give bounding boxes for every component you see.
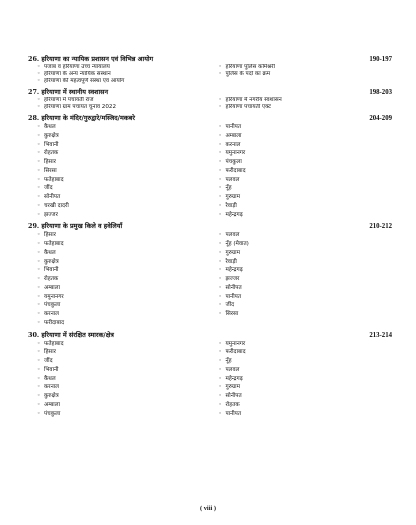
- toc-section: [28, 222, 392, 327]
- list-item: [37, 167, 211, 176]
- list-item: [37, 366, 211, 375]
- list-item-label: हरियाणा में नगरीय स्वशासन: [225, 97, 282, 103]
- list-item-label: फतेहाबाद: [44, 340, 64, 347]
- bullet-icon: ◦: [37, 64, 41, 70]
- list-item-label: हरियाणा ग्राम पंचायत चुनाव 2022: [44, 104, 117, 110]
- list-item: [37, 231, 211, 240]
- section-heading: [28, 114, 392, 123]
- bullet-icon: ◦: [218, 284, 222, 291]
- list-item: [37, 104, 211, 111]
- bullet-icon: ◦: [37, 104, 41, 110]
- bullet-icon: ◦: [218, 124, 222, 130]
- list-item: [219, 97, 393, 104]
- list-item-label: हरियाणा में पंचायती राज: [44, 97, 94, 103]
- bullet-icon: ◦: [218, 167, 222, 174]
- section-heading: [28, 55, 392, 64]
- list-item: [37, 284, 211, 293]
- list-item-label: रोहतक: [44, 150, 59, 157]
- list-item: [37, 275, 211, 284]
- bullet-icon: ◦: [37, 349, 41, 356]
- list-item-label: यमुनानगर: [225, 340, 246, 347]
- bullet-icon: ◦: [218, 293, 222, 300]
- list-item-label: झज्जर: [44, 211, 58, 218]
- list-item: [219, 375, 393, 384]
- list-item: [219, 258, 393, 267]
- list-item-label: फरीदाबाद: [225, 167, 246, 174]
- bullet-icon: ◦: [218, 104, 222, 110]
- bullet-icon: ◦: [37, 241, 41, 247]
- list-item: [219, 275, 393, 284]
- bullet-icon: ◦: [218, 150, 222, 157]
- list-item: [219, 293, 393, 302]
- list-item-label: हरियाणा के अन्य न्यायिक संस्थान: [44, 71, 111, 77]
- list-item-label: सिरसा: [44, 167, 57, 174]
- list-item: [219, 176, 393, 185]
- bullet-icon: ◦: [218, 384, 222, 391]
- list-item: [37, 310, 211, 319]
- list-item-label: कैथल: [44, 249, 56, 256]
- list-item: [37, 149, 211, 158]
- list-item: [219, 401, 393, 410]
- list-item: [219, 266, 393, 275]
- list-item-label: पानीपत: [225, 293, 242, 300]
- bullet-icon: ◦: [218, 366, 222, 373]
- list-item: [37, 176, 211, 185]
- list-item: [37, 266, 211, 275]
- bullet-icon: ◦: [218, 311, 222, 317]
- bullet-icon: ◦: [218, 141, 222, 148]
- list-item: [219, 141, 393, 150]
- section-items: [28, 123, 392, 219]
- list-item-label: करनाल: [44, 311, 59, 317]
- list-item-label: चरखी दादरी: [44, 202, 69, 209]
- list-item-label: करनाल: [225, 141, 241, 148]
- bullet-icon: ◦: [218, 249, 222, 256]
- list-item-label: महेन्द्रगढ़: [225, 267, 243, 274]
- bullet-icon: ◦: [37, 293, 41, 300]
- bullet-icon: ◦: [37, 211, 41, 218]
- section-heading: [28, 88, 392, 97]
- list-item-label: महेन्द्रगढ़: [225, 375, 243, 382]
- list-item: [219, 301, 393, 310]
- list-item-label: यमुनानगर: [44, 293, 64, 300]
- list-item: [219, 132, 393, 141]
- list-item: [219, 231, 393, 240]
- bullet-icon: ◦: [218, 232, 222, 239]
- list-item: [219, 64, 393, 71]
- section-heading: [28, 331, 392, 340]
- list-item-label: रेवाड़ी: [225, 258, 237, 265]
- toc-section: [28, 331, 392, 419]
- list-item-label: गुरुग्राम: [225, 249, 240, 256]
- list-item-label: फतेहाबाद: [44, 241, 64, 247]
- bullet-icon: ◦: [218, 358, 222, 364]
- list-item: [37, 141, 211, 150]
- list-item-label: नूँह: [225, 358, 232, 364]
- list-item: [37, 375, 211, 384]
- list-item-label: कुरुक्षेत्र: [44, 258, 59, 265]
- list-item: [219, 149, 393, 158]
- section-page-range: 198-203: [369, 89, 392, 96]
- list-item: [219, 123, 393, 132]
- list-item: [219, 71, 393, 78]
- bullet-icon: ◦: [37, 410, 41, 417]
- list-item: [219, 184, 393, 193]
- list-item-label: सोनीपत: [225, 284, 242, 291]
- bullet-icon: ◦: [37, 232, 41, 239]
- list-item: [219, 348, 393, 357]
- section-items: [28, 231, 392, 327]
- list-item: [219, 410, 393, 419]
- list-item: [37, 132, 211, 141]
- list-item: [37, 202, 211, 211]
- list-item: [219, 366, 393, 375]
- list-item-label: हिसार: [44, 232, 56, 239]
- list-item: [37, 240, 211, 249]
- section-title: 28. हरियाणा के मंदिर/गुरुद्वारे/मस्जिद/मकबरे: [28, 114, 135, 122]
- list-item-label: कुरुक्षेत्र: [44, 393, 59, 399]
- bullet-icon: ◦: [37, 366, 41, 373]
- list-item: [37, 401, 211, 410]
- list-item-label: महेन्द्रगढ़: [225, 211, 243, 218]
- list-item: [219, 310, 393, 319]
- list-item: [37, 258, 211, 267]
- list-item-label: पंजाब व हरियाणा उच्च न्यायालय: [44, 64, 110, 70]
- bullet-icon: ◦: [218, 159, 222, 165]
- list-item-label: पंचकुला: [225, 159, 242, 165]
- list-item-label: झज्जर: [225, 276, 240, 282]
- list-item-label: कुरुक्षेत्र: [44, 132, 59, 139]
- list-item: [219, 392, 393, 401]
- list-item: [37, 293, 211, 302]
- list-item-label: गुरुग्राम: [225, 194, 240, 200]
- list-item: [219, 340, 393, 349]
- list-item: [219, 249, 393, 258]
- section-page-range: 210-212: [369, 223, 392, 231]
- list-item-label: रेवाड़ी: [225, 202, 237, 209]
- bullet-icon: ◦: [37, 97, 41, 103]
- list-item-label: सिरसा: [225, 311, 239, 317]
- list-item-label: जींद: [44, 358, 53, 364]
- list-item: [37, 158, 211, 167]
- list-item: [37, 211, 211, 220]
- list-item-label: पंचकुला: [44, 302, 61, 309]
- list-item: [37, 301, 211, 310]
- bullet-icon: ◦: [218, 176, 222, 183]
- bullet-icon: ◦: [37, 71, 41, 77]
- toc-section: [28, 88, 392, 111]
- bullet-icon: ◦: [37, 176, 41, 183]
- list-item-label: हरियाणा पुलिस कमिश्नरी: [225, 64, 275, 70]
- section-page-range: 213-214: [369, 331, 392, 339]
- bullet-icon: ◦: [37, 384, 41, 391]
- list-item: [219, 158, 393, 167]
- bullet-icon: ◦: [37, 194, 41, 200]
- list-item: [37, 193, 211, 202]
- bullet-icon: ◦: [218, 132, 222, 139]
- list-item-label: रोहतक: [225, 401, 240, 408]
- list-item-label: अम्बाला: [225, 132, 242, 139]
- list-item: [219, 383, 393, 392]
- list-item: [37, 184, 211, 193]
- list-item-label: यमुनानगर: [225, 150, 246, 157]
- list-item-label: कैथल: [44, 124, 56, 130]
- list-item-label: नूँह: [225, 185, 232, 192]
- list-item: [37, 123, 211, 132]
- page-number: ( viii ): [200, 505, 216, 512]
- bullet-icon: ◦: [218, 349, 222, 356]
- list-item: [219, 284, 393, 293]
- list-item: [37, 340, 211, 349]
- list-item-label: पुलिस के पदों का क्रम: [225, 71, 271, 77]
- list-item: [219, 357, 393, 366]
- list-item: [37, 348, 211, 357]
- bullet-icon: ◦: [218, 340, 222, 347]
- list-item: [219, 240, 393, 249]
- section-items: [28, 340, 392, 419]
- list-item: [219, 193, 393, 202]
- section-title: 26. हरियाणा का न्यायिक प्रशासन एवं विभिन्न आयोग: [28, 55, 154, 63]
- section-title: 27. हरियाणा में स्थानीय स्वशासन: [28, 88, 109, 96]
- list-item-label: हिसार: [44, 349, 56, 356]
- list-item: [37, 97, 211, 104]
- bullet-icon: ◦: [37, 375, 41, 382]
- bullet-icon: ◦: [218, 393, 222, 399]
- list-item-label: फरीदाबाद: [225, 349, 246, 356]
- bullet-icon: ◦: [37, 132, 41, 139]
- bullet-icon: ◦: [37, 311, 41, 317]
- bullet-icon: ◦: [37, 141, 41, 148]
- bullet-icon: ◦: [218, 375, 222, 382]
- section-items: [28, 97, 392, 111]
- bullet-icon: ◦: [37, 249, 41, 256]
- section-items: [28, 64, 392, 85]
- bullet-icon: ◦: [218, 194, 222, 200]
- bullet-icon: ◦: [37, 393, 41, 399]
- bullet-icon: ◦: [218, 185, 222, 192]
- list-item-label: जींद: [225, 302, 235, 309]
- list-item-label: पलवल: [225, 176, 240, 183]
- list-item-label: कैथल: [44, 375, 56, 382]
- bullet-icon: ◦: [218, 410, 222, 417]
- list-item-label: रोहतक: [44, 276, 59, 282]
- list-item-label: सोनीपत: [225, 393, 242, 399]
- bullet-icon: ◦: [37, 159, 41, 165]
- list-item-label: जींद: [44, 185, 53, 192]
- list-item: [219, 202, 393, 211]
- list-item-label: करनाल: [44, 384, 59, 391]
- section-page-range: 190-197: [369, 56, 392, 63]
- bullet-icon: ◦: [218, 64, 222, 70]
- section-title: 29. हरियाणा के प्रमुख किले व हवेलियाँ: [28, 222, 123, 231]
- bullet-icon: ◦: [37, 340, 41, 347]
- list-item-label: फरीदाबाद: [44, 319, 65, 326]
- bullet-icon: ◦: [218, 401, 222, 408]
- list-item-label: भिवानी: [44, 366, 59, 373]
- list-item-label: पानीपत: [225, 410, 242, 417]
- bullet-icon: ◦: [37, 358, 41, 364]
- bullet-icon: ◦: [37, 202, 41, 209]
- bullet-icon: ◦: [218, 241, 222, 247]
- bullet-icon: ◦: [37, 124, 41, 130]
- bullet-icon: ◦: [218, 258, 222, 265]
- list-item-label: भिवानी: [44, 267, 59, 274]
- list-item: [37, 357, 211, 366]
- list-item: [37, 249, 211, 258]
- list-item: [219, 167, 393, 176]
- list-item-label: हरियाणा पंचायती एक्ट: [225, 104, 271, 110]
- bullet-icon: ◦: [37, 258, 41, 265]
- section-title: 30. हरियाणा में संरक्षित स्मारक/क्षेत्र: [28, 330, 114, 339]
- list-item: [37, 392, 211, 401]
- section-page-range: 204-209: [369, 115, 392, 122]
- bullet-icon: ◦: [37, 276, 41, 282]
- list-item-label: सोनीपत: [44, 194, 61, 200]
- list-item: [37, 319, 211, 328]
- bullet-icon: ◦: [218, 211, 222, 218]
- list-item-label: गुरुग्राम: [225, 384, 240, 391]
- list-item-label: अम्बाला: [44, 401, 60, 408]
- section-heading: [28, 222, 392, 231]
- bullet-icon: ◦: [37, 167, 41, 174]
- bullet-icon: ◦: [218, 302, 222, 309]
- bullet-icon: ◦: [37, 78, 41, 84]
- list-item-label: हिसार: [44, 159, 56, 165]
- list-item-label: पंचकुला: [44, 410, 61, 417]
- list-item-label: भिवानी: [44, 141, 59, 148]
- bullet-icon: ◦: [37, 267, 41, 274]
- list-item-label: हरियाणा की महत्वपूर्ण संस्था एवं आयोग: [44, 78, 125, 84]
- bullet-icon: ◦: [37, 284, 41, 291]
- bullet-icon: ◦: [37, 319, 41, 326]
- toc-section: [28, 114, 392, 219]
- bullet-icon: ◦: [218, 71, 222, 77]
- bullet-icon: ◦: [37, 302, 41, 309]
- bullet-icon: ◦: [37, 401, 41, 408]
- list-item: [37, 410, 211, 419]
- list-item: [37, 78, 211, 85]
- list-item-label: फतेहाबाद: [44, 176, 64, 183]
- bullet-icon: ◦: [218, 267, 222, 274]
- list-item-label: अम्बाला: [44, 284, 60, 291]
- bullet-icon: ◦: [218, 97, 222, 103]
- list-item: [219, 104, 393, 111]
- list-item: [37, 383, 211, 392]
- list-item: [219, 211, 393, 220]
- list-item-label: नूँह (मेवात): [225, 241, 249, 247]
- list-item-label: पानीपत: [225, 124, 242, 130]
- list-item-label: पलवल: [225, 232, 240, 239]
- bullet-icon: ◦: [37, 150, 41, 157]
- list-item: [37, 71, 211, 78]
- list-item-label: पलवल: [225, 366, 240, 373]
- bullet-icon: ◦: [218, 202, 222, 209]
- toc-section: [28, 55, 392, 85]
- bullet-icon: ◦: [37, 185, 41, 192]
- bullet-icon: ◦: [218, 276, 222, 282]
- list-item: [37, 64, 211, 71]
